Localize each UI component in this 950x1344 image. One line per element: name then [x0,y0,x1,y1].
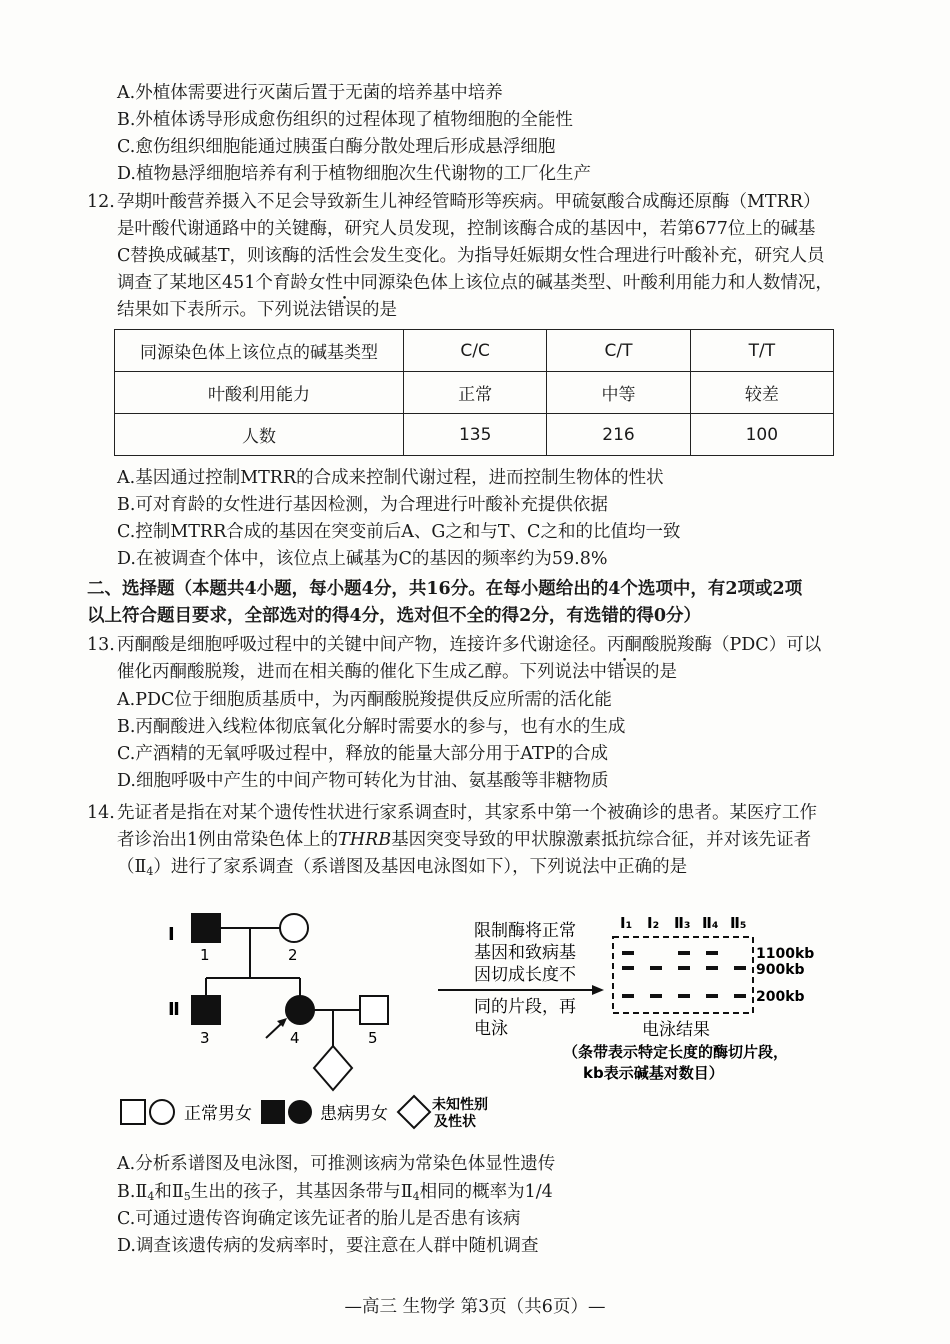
q14-line2-prefix: 者诊治出1例由常染色体上的 [117,830,339,850]
pedigree-unknown-child-diamond [314,1046,352,1090]
table-header-cell: 叶酸利用能力 [115,372,404,414]
gel-band-i2-200 [650,994,662,998]
generation-1-label: Ⅰ [168,924,175,945]
gel-note-line-5: 电泳 [474,1019,508,1039]
q14-optb-part: 生出的孩子，其基因条带与Ⅱ [190,1182,413,1202]
q12-stem-suffix: 的是 [362,300,397,320]
q14-optb-subscript: 4 [412,1190,420,1203]
q11-option-c: C.愈伤组织细胞能通过胰蛋白酶分散处理后形成悬浮细胞 [117,137,556,157]
gel-caption-line-1: （条带表示特定长度的酶切片段， [563,1043,789,1061]
pedigree-i1-label: 1 [200,946,210,964]
q12-stem-line-4: 调查了某地区451个育龄女性中同源染色体上该位点的碱基类型、叶酸利用能力和人数情况， [117,273,833,293]
legend-affected-label: 患病男女 [320,1104,388,1124]
pedigree-i2-normal-female [280,914,308,942]
q14-stem-line-3 [117,854,687,885]
table-row [115,414,834,456]
gel-band-ii3-1100 [678,951,690,955]
table-row [115,372,834,414]
q13-option-b: B.丙酮酸进入线粒体彻底氧化分解时需要水的参与，也有水的生成 [117,717,626,737]
q14-stem-line-1: 先证者是指在对某个遗传性状进行家系调查时，其家系中第一个被确诊的患者。某医疗工作 [117,803,817,823]
q12-option-d: D.在被调查个体中，该位点上碱基为C的基因的频率约为59.8% [117,549,608,569]
q12-number: 12. [87,192,115,212]
table-cell: 135 [404,414,547,456]
table-header-cell: 人数 [115,414,404,456]
q14-optb-part: 和Ⅱ [154,1182,184,1202]
q12-emphasis: 错误 [327,300,362,320]
gel-band-ii3-200 [678,994,690,998]
gel-lane-label: Ⅰ₂ [647,914,660,932]
q12-stem-prefix: 结果如下表所示。下列说法 [117,300,327,320]
q14-optb-part: B.Ⅱ [117,1182,148,1202]
table-header-cell: 同源染色体上该位点的碱基类型 [115,330,404,372]
gel-band-ii5-200 [734,994,746,998]
gel-band-i1-200 [622,994,634,998]
gel-band-ii4-1100 [706,951,718,955]
pedigree-ii5-normal-male [360,996,388,1024]
legend-unknown-icon [398,1096,430,1128]
legend-affected-female-icon [288,1100,312,1124]
gel-lane-label: Ⅰ₁ [620,914,633,932]
q14-number: 14. [87,803,115,823]
q12-stem-line-3: C替换成碱基T，则该酶的活性会发生变化。为指导妊娠期女性合理进行叶酸补充，研究人员 [117,246,825,266]
q11-option-b: B.外植体诱导形成愈伤组织的过程体现了植物细胞的全能性 [117,110,573,130]
q13-option-c: C.产酒精的无氧呼吸过程中，释放的能量大部分用于ATP的合成 [117,744,608,764]
q13-stem-prefix: 催化丙酮酸脱羧，进而在相关酶的催化下生成乙醇。下列说法中 [117,662,607,682]
q14-option-d: D.调查该遗传病的发病率时，要注意在人群中随机调查 [117,1236,539,1256]
gel-band-i2-900 [650,966,662,970]
q11-option-a: A.外植体需要进行灭菌后置于无菌的培养基中培养 [117,83,503,103]
q12-option-b: B.可对育龄的女性进行基因检测，为合理进行叶酸补充提供依据 [117,495,608,515]
pedigree-ii4-affected-female [286,996,314,1024]
table-cell: 216 [547,414,690,456]
pedigree-ii5-label: 5 [368,1029,378,1047]
q14-figure [0,890,950,1140]
q14-line2-suffix: 基因突变导致的甲状腺激素抵抗综合征，并对该先证者 [391,830,812,850]
q12-option-c: C.控制MTRR合成的基因在突变前后A、G之和与T、C之和的比值均一致 [117,522,681,542]
q13-emphasis: 错误 [607,662,642,682]
table-cell: 中等 [547,372,690,414]
gel-caption-line-2: kb表示碱基对数目） [583,1064,724,1082]
q14-line3-subscript: 4 [146,865,154,878]
q14-line3-prefix: （Ⅱ [117,857,147,877]
gel-note-line-3: 因切成长度不 [474,965,576,985]
table-cell: T/T [690,330,833,372]
gel-result-title: 电泳结果 [642,1020,710,1040]
gel-size-label: 900kb [756,962,805,978]
gel-lane-label: Ⅱ₄ [702,914,719,932]
gene-name: THRB [338,830,392,850]
pedigree-i2-label: 2 [288,946,298,964]
q13-stem-line-1: 丙酮酸是细胞呼吸过程中的关键中间产物，连接许多代谢途径。丙酮酸脱羧酶（PDC）可以 [117,635,822,655]
legend-normal-female-icon [150,1100,174,1124]
gel-note-line-4: 同的片段，再 [474,997,576,1017]
gel-band-ii4-200 [706,994,718,998]
gel-lane-label: Ⅱ₅ [730,914,747,932]
legend-affected-male-icon [261,1100,285,1124]
gel-band-i1-1100 [622,951,634,955]
process-arrowhead-icon [592,985,604,995]
pedigree-i1-affected-male [192,914,220,942]
q14-optb-part: 相同的概率为1/4 [419,1182,553,1202]
gel-band-i1-900 [622,966,634,970]
gel-band-ii4-900 [706,966,718,970]
gel-band-ii5-900 [734,966,746,970]
q13-stem-line-2 [117,659,677,685]
page-footer: —高三 生物学 第3页（共6页）— [344,1297,606,1317]
gel-size-label: 1100kb [756,946,815,962]
q13-option-d: D.细胞呼吸中产生的中间产物可转化为甘油、氨基酸等非糖物质 [117,771,609,791]
q14-line3-suffix: ）进行了家系调查（系谱图及基因电泳图如下），下列说法中正确的是 [153,857,688,877]
q12-stem-line-1: 孕期叶酸营养摄入不足会导致新生儿神经管畸形等疾病。甲硫氨酸合成酶还原酶（MTRR） [117,192,821,212]
section-2-heading-line-2: 以上符合题目要求，全部选对的得4分，选对但不全的得2分，有选错的得0分） [87,606,702,626]
q12-table [114,329,834,456]
table-row [115,330,834,372]
gel-note-line-1: 限制酶将正常 [474,921,576,941]
table-cell: 较差 [690,372,833,414]
table-cell: 100 [690,414,833,456]
gel-bands [622,951,746,998]
q14-option-a: A.分析系谱图及电泳图，可推测该病为常染色体显性遗传 [117,1154,556,1174]
legend-normal-label: 正常男女 [184,1104,252,1124]
gel-note-line-2: 基因和致病基 [474,943,576,963]
q12-stem-line-2: 是叶酸代谢通路中的关键酶，研究人员发现，控制该酶合成的基因中，若第677位上的碱基 [117,219,816,239]
table-cell: C/T [547,330,690,372]
q12-option-a: A.基因通过控制MTRR的合成来控制代谢过程，进而控制生物体的性状 [117,468,664,488]
gel-size-label: 200kb [756,989,805,1005]
q13-option-a: A.PDC位于细胞质基质中，为丙酮酸脱羧提供反应所需的活化能 [117,690,612,710]
generation-2-label: Ⅱ [168,999,180,1020]
pedigree-ii3-affected-male [192,996,220,1024]
section-2-heading-line-1: 二、选择题（本题共4小题，每小题4分，共16分。在每小题给出的4个选项中，有2项或2项 [87,579,803,599]
table-cell: 正常 [404,372,547,414]
legend-unknown-label-1: 未知性别 [432,1097,488,1113]
q11-option-d: D.植物悬浮细胞培养有利于植物细胞次生代谢物的工厂化生产 [117,164,591,184]
gel-lane-label: Ⅱ₃ [674,914,691,932]
q14-stem-line-2 [117,827,811,853]
table-cell: C/C [404,330,547,372]
pedigree-ii3-label: 3 [200,1029,210,1047]
q13-stem-suffix: 的是 [642,662,677,682]
q12-stem-line-5 [117,297,397,323]
legend-normal-male-icon [121,1100,145,1124]
q13-number: 13. [87,635,115,655]
q14-optb-subscript: 4 [147,1190,155,1203]
gel-band-ii3-900 [678,966,690,970]
pedigree-ii4-label: 4 [290,1029,300,1047]
gel-box [613,937,753,1013]
legend-unknown-label-2: 及性状 [434,1114,476,1130]
q14-option-c: C.可通过遗传咨询确定该先证者的胎儿是否患有该病 [117,1209,521,1229]
q14-optb-subscript: 5 [183,1190,191,1203]
